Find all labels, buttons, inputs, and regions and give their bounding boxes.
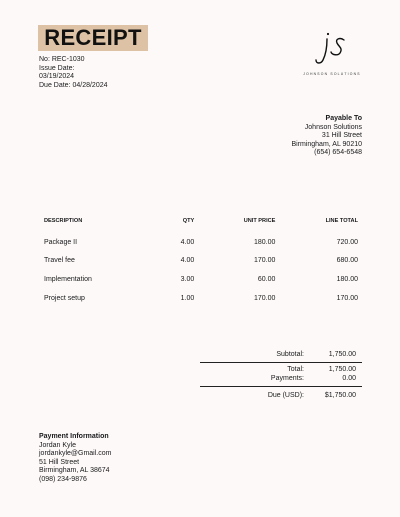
row-qty: 4.00 <box>180 257 195 265</box>
payable-city: Birmingham, AL 90210 <box>291 140 362 148</box>
receipt-number: No: REC-1030 <box>39 56 85 63</box>
table-row <box>40 252 362 271</box>
row-qty: 3.00 <box>180 275 195 283</box>
row-qty: 1.00 <box>180 294 195 302</box>
issue-date: 03/19/2024 <box>39 73 75 80</box>
totals-block <box>200 350 362 400</box>
due-divider <box>200 386 362 387</box>
payment-info-heading: Payment Information <box>39 433 109 440</box>
row-description: Package II <box>44 238 78 246</box>
js-monogram-logo <box>310 28 350 66</box>
payer-name: Jordan Kyle <box>39 441 76 449</box>
row-description: Implementation <box>44 275 92 283</box>
subtotal-value: 1,750.00 <box>328 351 356 358</box>
payments-label: Payments: <box>270 375 304 382</box>
payable-heading: Payable To <box>325 115 362 122</box>
due-date: Due Date: 04/28/2024 <box>39 81 108 89</box>
row-line-total: 720.00 <box>336 238 358 246</box>
logo-subtitle: JOHNSON SOLUTIONS <box>303 72 361 76</box>
payable-to-block <box>291 115 362 158</box>
due-label: Due (USD): <box>267 392 304 399</box>
payments-value: 0.00 <box>342 375 356 382</box>
table-row <box>40 270 362 289</box>
receipt-meta <box>39 56 108 90</box>
payable-street: 31 Hill Street <box>321 132 362 140</box>
total-label: Total: <box>287 366 304 373</box>
header-description: DESCRIPTION <box>44 218 83 224</box>
header-unit-price: UNIT PRICE <box>243 218 276 224</box>
totals-divider <box>200 362 362 363</box>
issue-date-label: Issue Date: <box>39 64 75 72</box>
receipt-title: RECEIPT <box>44 25 142 50</box>
payer-phone: (098) 234-9876 <box>39 475 87 483</box>
subtotal-row <box>200 350 362 359</box>
table-row <box>40 289 362 308</box>
header-line-total: LINE TOTAL <box>325 218 358 224</box>
payer-street: 51 Hill Street <box>39 458 80 466</box>
payments-row <box>200 374 362 383</box>
subtotal-label: Subtotal: <box>276 351 304 358</box>
total-value: 1,750.00 <box>328 366 356 373</box>
table-header-row <box>40 218 362 233</box>
row-description: Project setup <box>44 294 85 302</box>
row-unit-price: 180.00 <box>253 238 276 246</box>
row-line-total: 680.00 <box>336 257 358 265</box>
row-line-total: 170.00 <box>336 294 358 302</box>
payable-phone: (654) 654-6548 <box>314 149 362 157</box>
company-logo <box>302 24 362 84</box>
table-row <box>40 233 362 252</box>
total-row <box>200 365 362 374</box>
row-qty: 4.00 <box>180 238 195 246</box>
due-value: $1,750.00 <box>324 392 356 399</box>
payer-email: jordankyle@Gmail.com <box>39 450 112 457</box>
payable-name: Johnson Solutions <box>304 123 362 131</box>
header-qty: QTY <box>182 218 195 224</box>
line-items-table <box>40 218 362 307</box>
row-description: Travel fee <box>44 257 75 265</box>
due-row <box>200 391 362 400</box>
row-unit-price: 170.00 <box>253 257 276 265</box>
payment-information-block <box>39 433 111 484</box>
row-line-total: 180.00 <box>336 275 358 283</box>
receipt-title-box <box>38 25 148 51</box>
row-unit-price: 170.00 <box>253 294 276 302</box>
payer-city: Birmingham, AL 38674 <box>39 467 110 474</box>
row-unit-price: 60.00 <box>257 275 276 283</box>
